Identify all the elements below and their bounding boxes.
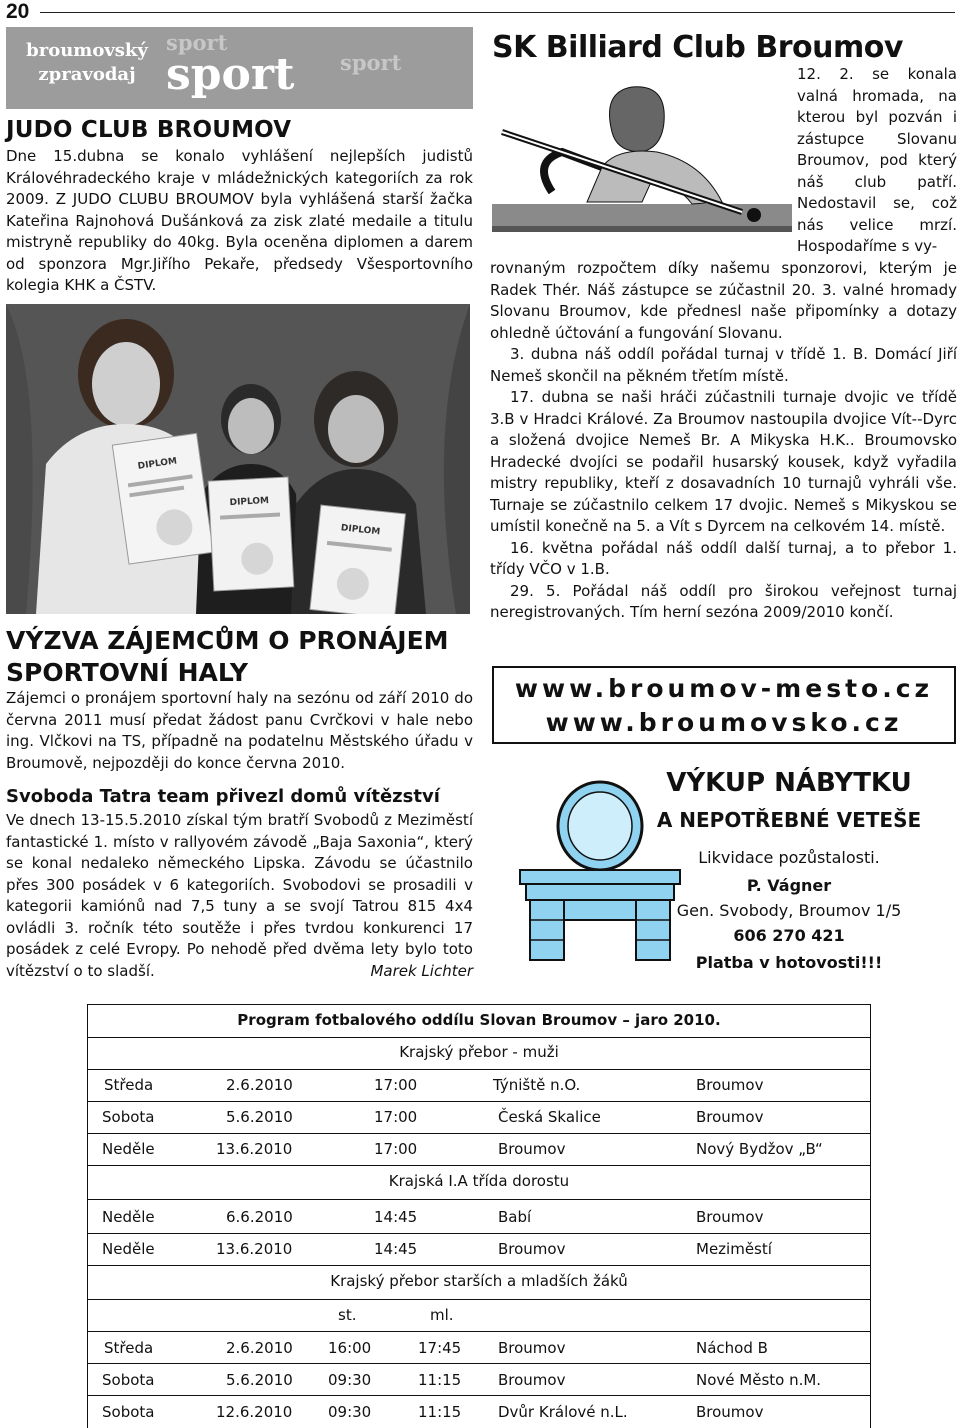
- cell-date: 5.6.2010: [226, 1108, 293, 1126]
- football-title: Program fotbalového oddílu Slovan Broumov – jaro 2010.: [237, 1011, 721, 1029]
- vykup-line1: Likvidace pozůstalosti.: [698, 848, 880, 867]
- billiard-paragraph: 17. dubna se naši hráči zúčastnili turnaje dvojic ve třídě 3.B v Hradci Králové. Za Broumov nastoupila dvojice Vít--Dyrc a složená dvojice Nemeš Br. A Mikyska H.K.. Broumovsko Hradecké dvojíci se podařil husarský kousek, když vyřadila mistry republiky, kteří z dosavadních 10 turnajů vyhráli vše. Turnaje se zúčastnilo celkem 17 dvojic. Nemeš s Mikyskou se umístil konečně na 5. a Vít s Dyrcem na celkovém 14. místě.: [490, 388, 957, 535]
- cell-away: Meziměstí: [696, 1240, 772, 1258]
- cell-away: Nové Město n.M.: [696, 1371, 822, 1389]
- cell-away: Broumov: [696, 1076, 764, 1094]
- section-name: Krajský přebor - muži: [399, 1043, 559, 1061]
- table-divider: [88, 1101, 870, 1102]
- cell-home: Broumov: [498, 1140, 566, 1158]
- cell-day: Sobota: [102, 1108, 155, 1126]
- billiard-top-text: 12. 2. se konala valná hromada, na kterou byl pozván i zástupce Slovanu Broumov, pod který náš club patří. Nedostavil se, což nás velice mrzí. Hospodaříme s vy-: [797, 65, 957, 255]
- vyzva-heading: VÝZVA ZÁJEMCŮM O PRONÁJEM SPORTOVNÍ HALY: [6, 626, 449, 687]
- cell-home: Broumov: [498, 1240, 566, 1258]
- column-header-st: st.: [338, 1306, 357, 1324]
- table-divider: [88, 1331, 870, 1332]
- cell-away: Náchod B: [696, 1339, 768, 1357]
- diploma-label-2: DIPLOM: [229, 496, 270, 509]
- cell-time-ml: 11:15: [418, 1403, 462, 1421]
- cell-day: Středa: [104, 1076, 154, 1094]
- table-divider: [88, 1299, 870, 1300]
- cell-date: 12.6.2010: [216, 1403, 293, 1421]
- judo-heading: JUDO CLUB BROUMOV: [6, 117, 292, 143]
- section-name: Krajská I.A třída dorostu: [388, 1172, 570, 1190]
- masthead-sport-small1: sport: [166, 30, 228, 55]
- web-links-box: [492, 666, 956, 744]
- billiard-player-svg: [492, 72, 792, 262]
- cell-day: Sobota: [102, 1371, 155, 1389]
- header-rule: [40, 12, 955, 13]
- table-divider: [88, 1133, 870, 1134]
- tatra-text: [6, 810, 473, 982]
- cell-away: Broumov: [696, 1403, 764, 1421]
- cell-date: 13.6.2010: [216, 1140, 293, 1158]
- cell-time: 17:00: [374, 1108, 418, 1126]
- cell-home: Broumov: [498, 1339, 566, 1357]
- football-table: [87, 1004, 871, 1428]
- table-divider: [88, 1069, 870, 1070]
- masthead: [6, 27, 473, 109]
- cell-time-st: 09:30: [328, 1371, 372, 1389]
- cell-time: 14:45: [374, 1208, 418, 1226]
- cell-day: Středa: [104, 1339, 154, 1357]
- cell-date: 2.6.2010: [226, 1339, 293, 1357]
- masthead-title: [26, 39, 148, 87]
- judo-photo: [6, 304, 470, 614]
- table-divider: [88, 1165, 870, 1166]
- cell-time: 14:45: [374, 1240, 418, 1258]
- cell-home: Týniště n.O.: [493, 1076, 581, 1094]
- column-header-ml: ml.: [430, 1306, 454, 1324]
- cell-time: 17:00: [374, 1076, 418, 1094]
- web-link-1[interactable]: www.broumov-mesto.cz: [514, 674, 934, 703]
- billiard-text: [490, 258, 957, 624]
- vyzva-text: Zájemci o pronájem sportovní haly na sezónu od září 2010 do června 2011 musí předat žádost panu Cvrčkovi v hale nebo ing. Vlčkovi na TS, případně na podatelnu Městského úřadu v Broumově, nejpozději do konce června 2010.: [6, 689, 473, 772]
- vykup-name: P. Vágner: [746, 876, 832, 895]
- vykup-address: Gen. Svobody, Broumov 1/5: [676, 901, 902, 920]
- cell-day: Neděle: [102, 1140, 155, 1158]
- cell-day: Sobota: [102, 1403, 155, 1421]
- diploma-label-1: DIPLOM: [137, 456, 178, 472]
- cell-away: Broumov: [696, 1208, 764, 1226]
- photo-illustration: [6, 304, 470, 614]
- billiard-paragraph: 16. května pořádal náš oddíl další turnaj, a to přebor 1. třídy VČO v 1.B.: [490, 538, 957, 578]
- table-divider: [88, 1037, 870, 1038]
- judo-text: Dne 15.dubna se konalo vyhlášení nejlepších judistů Královéhradeckého kraje v mládežnických kategoriích za rok 2009. Z JUDO CLUBU BROUMOV byla vyhlášená starší žačka Kateřina Rajnohová Dušánková za zisk zlaté medaile a titulu mistryně republiky do 40kg. Byla oceněna diplomen a darem od sponzora Mgr.Jiřího Pekaře, předsedy Všesportovního kolegia KHK a ČSTV.: [6, 147, 473, 294]
- cell-date: 6.6.2010: [226, 1208, 293, 1226]
- vykup-phone: 606 270 421: [733, 926, 845, 945]
- vykup-title: VÝKUP NÁBYTKU: [666, 768, 912, 798]
- cell-time-ml: 11:15: [418, 1371, 462, 1389]
- cell-day: Neděle: [102, 1240, 155, 1258]
- billiard-illustration: [492, 72, 792, 262]
- cell-time-st: 16:00: [328, 1339, 372, 1357]
- table-divider: [88, 1363, 870, 1364]
- cell-home: Broumov: [498, 1371, 566, 1389]
- billiard-paragraph: 3. dubna náš oddíl pořádal turnaj v třídě 1. B. Domácí Jiří Nemeš skončil na pěkném třetím místě.: [490, 345, 957, 385]
- table-divider: [88, 1199, 870, 1200]
- cell-away: Broumov: [696, 1108, 764, 1126]
- billiard-paragraph: 29. 5. Pořádal náš oddíl pro širokou veřejnost turnaj neregistrovaných. Tím herní sezóna 2009/2010 končí.: [490, 581, 957, 621]
- page-number: 20: [6, 0, 30, 23]
- cell-time-st: 09:30: [328, 1403, 372, 1421]
- table-divider: [88, 1395, 870, 1396]
- masthead-line1: broumovský: [26, 40, 148, 61]
- tatra-heading: Svoboda Tatra team přivezl domů vítězství: [6, 786, 440, 807]
- cell-date: 2.6.2010: [226, 1076, 293, 1094]
- tatra-body: Ve dnech 13-15.5.2010 získal tým bratří Svobodů z Meziměstí fantastické 1. místo v rallyovém závodě „Baja Saxonia“, který se konal nedaleko německého Lipska. Závodu se účastnilo přes 300 posádek v 6 kategoriích. Svobodovi se prosadili v kategorii kamiónů nad 7,5 tuny a se svojí Tatrou 815 4x4 ovládli 3. ročník této soutěže i přes tvrdou konkurenci 17 posádek z celé Evropy. Po nehodě před dvěma lety bylo toto vítězství o to sladší.: [6, 811, 473, 980]
- table-divider: [88, 1233, 870, 1234]
- billiard-heading: SK Billiard Club Broumov: [492, 30, 903, 65]
- diploma-label-3: DIPLOM: [340, 523, 381, 538]
- cell-home: Babí: [498, 1208, 532, 1226]
- vykup-subtitle: A NEPOTŘEBNÉ VETEŠE: [656, 808, 922, 832]
- cell-home: Dvůr Králové n.L.: [498, 1403, 628, 1421]
- cell-time-ml: 17:45: [418, 1339, 462, 1357]
- section-name: Krajský přebor starších a mladších žáků: [330, 1272, 628, 1290]
- masthead-line2: zpravodaj: [38, 64, 136, 85]
- cell-home: Česká Skalice: [498, 1108, 601, 1126]
- masthead-sport-big: sport: [166, 49, 295, 100]
- table-divider: [88, 1265, 870, 1266]
- billiard-paragraph: rovnaným rozpočtem díky našemu sponzorovi, kterým je Radek Thér. Náš zástupce se zúčastnil 20. 3. valné hromady Slovanu Broumov, kde přednesl naše připomínky a dotazy ohledně účtování a fungování Slovanu.: [490, 259, 957, 342]
- masthead-sport-small2: sport: [340, 50, 402, 75]
- vykup-ad: [492, 758, 956, 990]
- vykup-payment: Platba v hotovosti!!!: [695, 953, 883, 972]
- cell-away: Nový Bydžov „B“: [696, 1140, 823, 1158]
- web-link-2[interactable]: www.broumovsko.cz: [545, 708, 903, 737]
- cell-time: 17:00: [374, 1140, 418, 1158]
- tatra-author: Marek Lichter: [370, 961, 473, 980]
- cell-date: 13.6.2010: [216, 1240, 293, 1258]
- cell-date: 5.6.2010: [226, 1371, 293, 1389]
- cell-day: Neděle: [102, 1208, 155, 1226]
